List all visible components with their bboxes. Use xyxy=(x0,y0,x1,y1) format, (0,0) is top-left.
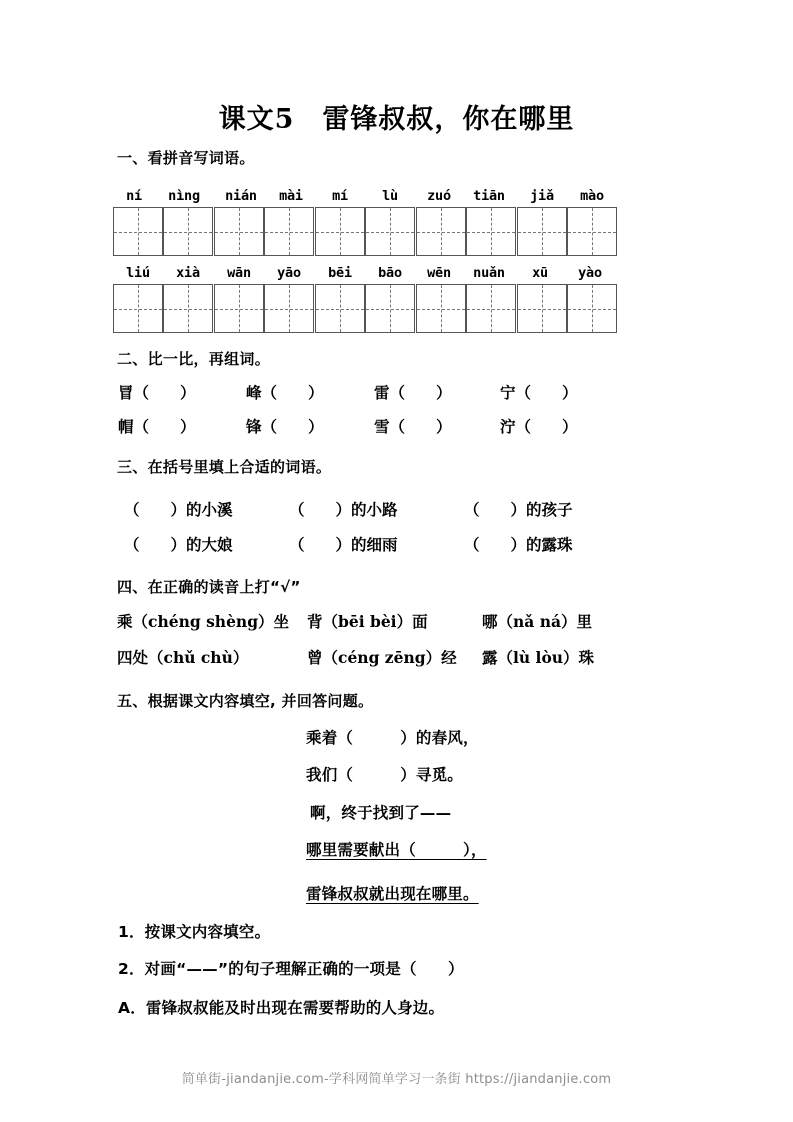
tianzige-cell[interactable] xyxy=(315,284,365,333)
pronunciation-cell[interactable]: 乘（chéng shèng）坐 xyxy=(117,612,290,631)
pronunciation-cell[interactable]: 背（bēi bèi）面 xyxy=(307,612,428,631)
pinyin-syllable: tiān xyxy=(473,188,505,204)
pinyin-row-1 xyxy=(0,188,793,266)
pinyin-syllable: nuǎn xyxy=(473,265,505,281)
tianzige-grid[interactable] xyxy=(517,207,617,256)
pinyin-syllable: mí xyxy=(332,188,348,204)
fill-phrase-cell[interactable]: （ ）的孩子 xyxy=(464,501,573,519)
tianzige-cell[interactable] xyxy=(567,207,617,256)
pinyin-syllable: ní xyxy=(126,188,142,204)
compare-word-cell[interactable]: 帽（ ） xyxy=(118,418,196,436)
pinyin-syllable: yào xyxy=(578,265,602,281)
pronunciation-cell[interactable]: 露（lù lòu）珠 xyxy=(482,648,595,667)
tianzige-grid[interactable] xyxy=(214,207,314,256)
pinyin-label xyxy=(315,188,415,204)
tianzige-cell[interactable] xyxy=(113,284,163,333)
tianzige-grid[interactable] xyxy=(517,284,617,333)
tianzige-cell[interactable] xyxy=(214,284,264,333)
pinyin-syllable: bāo xyxy=(378,265,402,281)
pinyin-label xyxy=(517,188,617,204)
poem-line-4[interactable]: 哪里需要献出（ ）， xyxy=(306,841,487,859)
fill-phrase-cell[interactable]: （ ）的细雨 xyxy=(289,536,398,554)
compare-word-cell[interactable]: 宁（ ） xyxy=(500,384,578,402)
tianzige-grid[interactable] xyxy=(113,207,213,256)
question-2[interactable]: 2．对画“——”的句子理解正确的一项是（ ） xyxy=(118,960,464,978)
poem-line-3: 啊，终于找到了—— xyxy=(310,804,452,822)
pinyin-syllable: nìng xyxy=(168,188,200,204)
pinyin-syllable: wān xyxy=(227,265,251,281)
tianzige-grid[interactable] xyxy=(315,284,415,333)
question-1[interactable]: 1．按课文内容填空。 xyxy=(118,923,271,941)
pinyin-label xyxy=(416,265,516,281)
question-option-a[interactable]: A．雷锋叔叔能及时出现在需要帮助的人身边。 xyxy=(118,999,445,1017)
compare-word-cell[interactable]: 雪（ ） xyxy=(374,418,452,436)
section-3-heading: 三、在括号里填上合适的词语。 xyxy=(117,458,332,476)
pinyin-label xyxy=(113,188,213,204)
section-4-heading: 四、在正确的读音上打“√” xyxy=(117,578,301,596)
section-1-heading: 一、看拼音写词语。 xyxy=(117,149,255,167)
pinyin-syllable: mào xyxy=(580,188,604,204)
pinyin-label xyxy=(315,265,415,281)
pinyin-syllable: jiǎ xyxy=(530,188,554,204)
poem-line-5: 雷锋叔叔就出现在哪里。 xyxy=(306,885,479,903)
fill-phrase-cell[interactable]: （ ）的露珠 xyxy=(464,536,573,554)
tianzige-cell[interactable] xyxy=(315,207,365,256)
tianzige-grid[interactable] xyxy=(315,207,415,256)
fill-phrase-cell[interactable]: （ ）的大娘 xyxy=(124,536,233,554)
tianzige-cell[interactable] xyxy=(365,207,415,256)
tianzige-grid[interactable] xyxy=(214,284,314,333)
pinyin-row-2 xyxy=(0,265,793,343)
section-2-heading: 二、比一比，再组词。 xyxy=(117,350,271,368)
pronunciation-row-1 xyxy=(117,610,592,632)
tianzige-cell[interactable] xyxy=(163,284,213,333)
pinyin-label xyxy=(214,188,314,204)
pronunciation-cell[interactable]: 哪（nǎ ná）里 xyxy=(482,612,593,631)
page-title: 课文5 雷锋叔叔，你在哪里 xyxy=(218,104,575,135)
tianzige-cell[interactable] xyxy=(466,284,516,333)
section-5-heading: 五、根据课文内容填空, 并回答问题。 xyxy=(117,692,374,710)
tianzige-grid[interactable] xyxy=(113,284,213,333)
pinyin-label xyxy=(416,188,516,204)
fill-phrase-cell[interactable]: （ ）的小溪 xyxy=(124,501,233,519)
tianzige-cell[interactable] xyxy=(163,207,213,256)
compare-word-cell[interactable]: 峰（ ） xyxy=(246,384,324,402)
pinyin-label xyxy=(517,265,617,281)
tianzige-cell[interactable] xyxy=(567,284,617,333)
tianzige-cell[interactable] xyxy=(264,284,314,333)
pinyin-syllable: xià xyxy=(176,265,200,281)
pinyin-syllable: bēi xyxy=(328,265,352,281)
tianzige-grid[interactable] xyxy=(416,284,516,333)
tianzige-cell[interactable] xyxy=(416,284,466,333)
pinyin-syllable: nián xyxy=(225,188,257,204)
compare-word-cell[interactable]: 雷（ ） xyxy=(374,384,452,402)
tianzige-cell[interactable] xyxy=(517,284,567,333)
pronunciation-row-2 xyxy=(117,646,594,668)
tianzige-cell[interactable] xyxy=(113,207,163,256)
compare-words-row-2 xyxy=(118,415,578,437)
tianzige-cell[interactable] xyxy=(416,207,466,256)
fill-phrases-row-2 xyxy=(124,533,573,555)
poem-line-2[interactable]: 我们（ ）寻觅。 xyxy=(306,766,464,784)
pronunciation-cell[interactable]: 曾（céng zēng）经 xyxy=(307,648,457,667)
pinyin-syllable: xū xyxy=(532,265,548,281)
tianzige-cell[interactable] xyxy=(517,207,567,256)
pinyin-label xyxy=(214,265,314,281)
poem-line-1[interactable]: 乘着（ ）的春风， xyxy=(306,729,479,747)
compare-words-row-1 xyxy=(118,381,578,403)
pinyin-syllable: mài xyxy=(279,188,303,204)
footer-watermark: 简单街-jiandanjie.com-学科网简单学习一条街 https://jiandanjie.com xyxy=(181,1072,612,1087)
pinyin-label xyxy=(113,265,213,281)
tianzige-cell[interactable] xyxy=(466,207,516,256)
pinyin-syllable: zuó xyxy=(427,188,451,204)
compare-word-cell[interactable]: 冒（ ） xyxy=(118,384,196,402)
compare-word-cell[interactable]: 锋（ ） xyxy=(246,418,324,436)
pinyin-syllable: wēn xyxy=(427,265,451,281)
pinyin-syllable: lù xyxy=(382,188,398,204)
pinyin-syllable: yāo xyxy=(277,265,301,281)
fill-phrases-row-1 xyxy=(124,498,573,520)
pronunciation-cell[interactable]: 四处（chǔ chù） xyxy=(117,648,249,667)
tianzige-cell[interactable] xyxy=(264,207,314,256)
compare-word-cell[interactable]: 泞（ ） xyxy=(500,418,578,436)
tianzige-cell[interactable] xyxy=(214,207,264,256)
tianzige-grid[interactable] xyxy=(416,207,516,256)
pinyin-syllable: liú xyxy=(126,265,150,281)
tianzige-cell[interactable] xyxy=(365,284,415,333)
fill-phrase-cell[interactable]: （ ）的小路 xyxy=(289,501,398,519)
